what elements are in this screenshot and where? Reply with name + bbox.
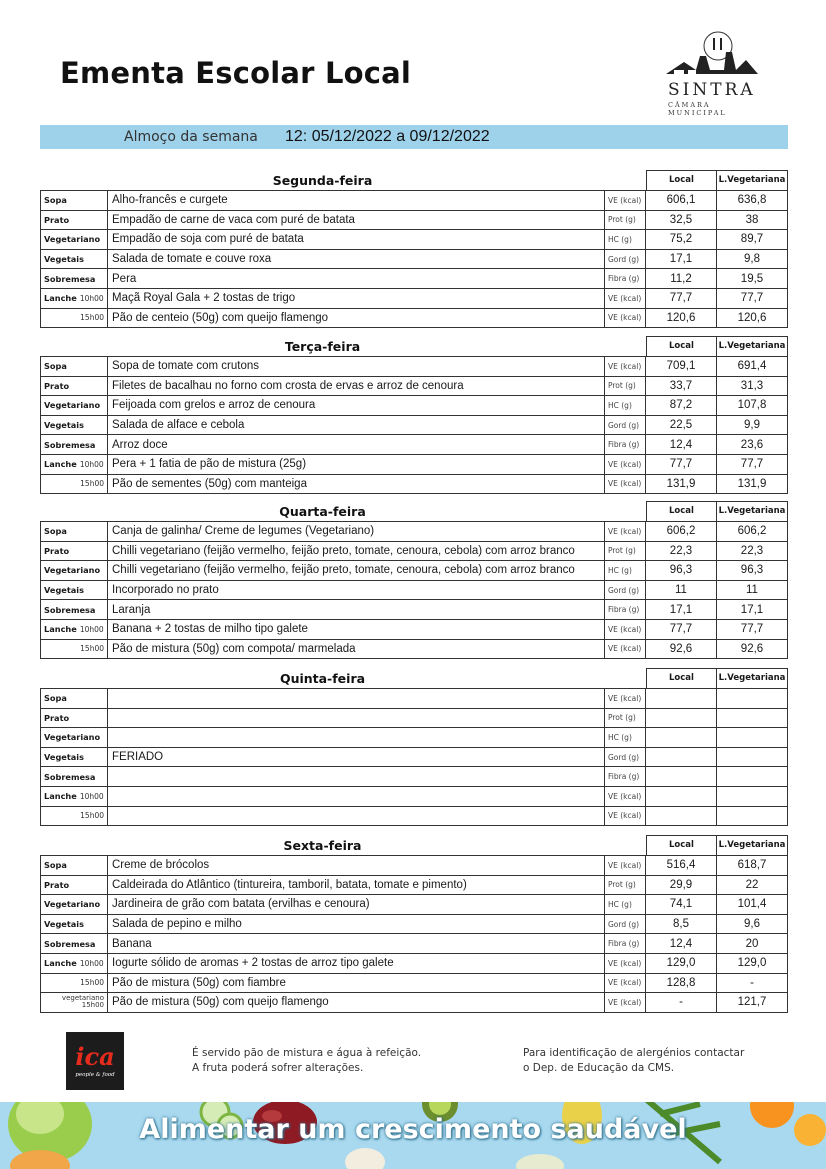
value-local: 75,2 xyxy=(646,230,717,249)
row-qualifier: vegetariano xyxy=(61,994,104,1003)
nutrient-unit: VE (kcal) xyxy=(605,522,646,541)
table-row xyxy=(40,561,788,581)
value-vegetarian xyxy=(717,767,788,786)
row-category xyxy=(40,309,108,328)
value-vegetarian: - xyxy=(717,974,788,993)
row-time: 15h00 xyxy=(80,978,104,988)
row-category xyxy=(40,600,108,619)
menu-table xyxy=(40,521,788,659)
table-row xyxy=(40,211,788,231)
header-local: Local xyxy=(646,668,717,688)
nutrient-unit: VE (kcal) xyxy=(605,807,646,826)
row-category xyxy=(40,934,108,953)
row-category-label: Sobremesa xyxy=(44,938,96,949)
row-category xyxy=(40,211,108,230)
dish-name: Incorporado no prato xyxy=(108,581,605,600)
row-category xyxy=(40,728,108,747)
dish-name: Alho-francês e curgete xyxy=(108,191,605,210)
row-category xyxy=(40,709,108,728)
value-local: 77,7 xyxy=(646,455,717,474)
row-category-label: Sobremesa xyxy=(44,771,96,782)
row-category-label: Vegetariano xyxy=(44,400,101,411)
row-category xyxy=(40,767,108,786)
nutrient-unit: VE (kcal) xyxy=(605,455,646,474)
value-vegetarian xyxy=(717,709,788,728)
table-row xyxy=(40,377,788,397)
nutrient-unit: HC (g) xyxy=(605,895,646,914)
value-local: 12,4 xyxy=(646,435,717,454)
menu-table xyxy=(40,190,788,328)
table-row xyxy=(40,357,788,377)
dish-name: Pão de mistura (50g) com compota/ marmelada xyxy=(108,640,605,659)
value-vegetarian: 22,3 xyxy=(717,542,788,561)
value-local: 77,7 xyxy=(646,620,717,639)
value-local xyxy=(646,787,717,806)
table-row xyxy=(40,455,788,475)
dish-name: Chilli vegetariano (feijão vermelho, feijão preto, tomate, cenoura, cebola) com arroz branco xyxy=(108,542,605,561)
row-category-label: Vegetais xyxy=(44,752,84,763)
value-local: 87,2 xyxy=(646,396,717,415)
nutrient-unit: Gord (g) xyxy=(605,915,646,934)
table-row xyxy=(40,915,788,935)
menu-table xyxy=(40,855,788,1013)
table-row xyxy=(40,767,788,787)
menu-table xyxy=(40,356,788,494)
row-category-label: Sopa xyxy=(44,361,67,372)
header-local: Local xyxy=(646,501,717,521)
dish-name: Pão de mistura (50g) com fiambre xyxy=(108,974,605,993)
value-vegetarian: 691,4 xyxy=(717,357,788,376)
nutrient-unit: VE (kcal) xyxy=(605,640,646,659)
value-vegetarian: 618,7 xyxy=(717,856,788,875)
row-time: 15h00 xyxy=(80,313,104,323)
header-vegetarian: L.Vegetariana xyxy=(717,170,788,190)
page-title: Ementa Escolar Local xyxy=(60,56,412,90)
value-vegetarian: 19,5 xyxy=(717,269,788,288)
nutrient-unit: HC (g) xyxy=(605,561,646,580)
table-row xyxy=(40,728,788,748)
dish-name: Filetes de bacalhau no forno com crosta de ervas e arroz de cenoura xyxy=(108,377,605,396)
value-local xyxy=(646,748,717,767)
row-category-label: Lanche xyxy=(44,958,77,969)
value-local: 131,9 xyxy=(646,475,717,494)
value-local xyxy=(646,728,717,747)
value-local: 22,5 xyxy=(646,416,717,435)
dish-name: Iogurte sólido de aromas + 2 tostas de arroz tipo galete xyxy=(108,954,605,973)
value-vegetarian: 9,9 xyxy=(717,416,788,435)
nutrient-unit: VE (kcal) xyxy=(605,787,646,806)
dish-name: Pão de centeio (50g) com queijo flamengo xyxy=(108,309,605,328)
dish-name: Feijoada com grelos e arroz de cenoura xyxy=(108,396,605,415)
row-category-label: Vegetais xyxy=(44,420,84,431)
value-vegetarian xyxy=(717,728,788,747)
row-category-label: Prato xyxy=(44,879,70,890)
nutrient-unit: VE (kcal) xyxy=(605,954,646,973)
value-local: 516,4 xyxy=(646,856,717,875)
dish-name: Banana + 2 tostas de milho tipo galete xyxy=(108,620,605,639)
dish-name xyxy=(108,767,605,786)
row-category xyxy=(40,954,108,973)
value-vegetarian: 17,1 xyxy=(717,600,788,619)
value-vegetarian: 92,6 xyxy=(717,640,788,659)
row-category xyxy=(40,640,108,659)
day-name: Quinta-feira xyxy=(279,671,366,686)
value-local: 33,7 xyxy=(646,377,717,396)
row-category xyxy=(40,542,108,561)
week-range: 12: 05/12/2022 a 09/12/2022 xyxy=(285,128,490,145)
table-row xyxy=(40,787,788,807)
value-vegetarian: 129,0 xyxy=(717,954,788,973)
dish-name: Empadão de carne de vaca com puré de batata xyxy=(108,211,605,230)
nutrient-unit: VE (kcal) xyxy=(605,993,646,1012)
row-category-label: Lanche xyxy=(44,459,77,470)
table-row xyxy=(40,974,788,994)
row-category-label: Vegetariano xyxy=(44,234,101,245)
table-row xyxy=(40,689,788,709)
table-row xyxy=(40,640,788,660)
table-row xyxy=(40,620,788,640)
table-row xyxy=(40,191,788,211)
row-time: 10h00 xyxy=(79,791,104,801)
row-category xyxy=(40,250,108,269)
row-category-label: Vegetariano xyxy=(44,565,101,576)
table-row xyxy=(40,600,788,620)
dish-name: Jardineira de grão com batata (ervilhas e cenoura) xyxy=(108,895,605,914)
nutrient-unit: Prot (g) xyxy=(605,876,646,895)
dish-name: FERIADO xyxy=(108,748,605,767)
nutrient-unit: HC (g) xyxy=(605,728,646,747)
header-vegetarian: L.Vegetariana xyxy=(717,835,788,855)
value-vegetarian: 9,6 xyxy=(717,915,788,934)
value-local: - xyxy=(646,993,717,1012)
row-time: 10h00 xyxy=(79,958,104,968)
row-category-label: Sopa xyxy=(44,860,67,871)
value-vegetarian: 606,2 xyxy=(717,522,788,541)
row-time: 15h00 xyxy=(80,479,104,489)
value-vegetarian: 120,6 xyxy=(717,309,788,328)
header-local: Local xyxy=(646,835,717,855)
value-vegetarian: 101,4 xyxy=(717,895,788,914)
value-vegetarian: 20 xyxy=(717,934,788,953)
value-vegetarian: 31,3 xyxy=(717,377,788,396)
value-local: 12,4 xyxy=(646,934,717,953)
value-local: 74,1 xyxy=(646,895,717,914)
value-vegetarian: 23,6 xyxy=(717,435,788,454)
table-row xyxy=(40,522,788,542)
dish-name: Arroz doce xyxy=(108,435,605,454)
value-local: 606,2 xyxy=(646,522,717,541)
nutrient-unit: Prot (g) xyxy=(605,377,646,396)
logo-subtitle: CÂMARA MUNICIPAL xyxy=(668,101,727,117)
note-allergens-line: o Dep. de Educação da CMS. xyxy=(523,1062,675,1074)
menu-table xyxy=(40,688,788,826)
nutrient-unit: VE (kcal) xyxy=(605,475,646,494)
value-local: 8,5 xyxy=(646,915,717,934)
value-local xyxy=(646,689,717,708)
row-category-label: Sopa xyxy=(44,195,67,206)
table-row xyxy=(40,876,788,896)
dish-name: Pão de mistura (50g) com queijo flamengo xyxy=(108,993,605,1012)
row-category xyxy=(40,895,108,914)
row-category-label: Vegetais xyxy=(44,919,84,930)
value-local: 32,5 xyxy=(646,211,717,230)
nutrient-unit: Prot (g) xyxy=(605,542,646,561)
row-category-label: Vegetais xyxy=(44,585,84,596)
table-row xyxy=(40,954,788,974)
day-name: Terça-feira xyxy=(284,339,361,354)
note-meal-line: A fruta poderá sofrer alterações. xyxy=(192,1062,364,1074)
row-category-label: Sobremesa xyxy=(44,604,96,615)
table-row xyxy=(40,895,788,915)
dish-name: Pera + 1 fatia de pão de mistura (25g) xyxy=(108,455,605,474)
dish-name xyxy=(108,807,605,826)
table-row xyxy=(40,435,788,455)
nutrient-unit: Gord (g) xyxy=(605,581,646,600)
value-vegetarian: 636,8 xyxy=(717,191,788,210)
nutrient-unit: VE (kcal) xyxy=(605,357,646,376)
dish-name: Pera xyxy=(108,269,605,288)
nutrient-unit: Prot (g) xyxy=(605,709,646,728)
value-vegetarian: 38 xyxy=(717,211,788,230)
dish-name xyxy=(108,787,605,806)
week-bar xyxy=(40,125,788,149)
row-category xyxy=(40,748,108,767)
nutrient-unit: HC (g) xyxy=(605,396,646,415)
row-category-label: Sopa xyxy=(44,526,67,537)
table-row xyxy=(40,289,788,309)
row-category xyxy=(40,357,108,376)
nutrient-unit: VE (kcal) xyxy=(605,856,646,875)
table-row xyxy=(40,709,788,729)
value-local: 17,1 xyxy=(646,600,717,619)
row-time: 15h00 xyxy=(81,1001,104,1010)
row-category-label: Vegetariano xyxy=(44,732,101,743)
row-category-label: Lanche xyxy=(44,791,77,802)
header-vegetarian: L.Vegetariana xyxy=(717,336,788,356)
row-category-label: Sopa xyxy=(44,693,67,704)
row-category xyxy=(40,191,108,210)
dish-name: Caldeirada do Atlântico (tintureira, tamboril, batata, tomate e pimento) xyxy=(108,876,605,895)
value-local: 22,3 xyxy=(646,542,717,561)
sintra-palace-icon xyxy=(666,30,758,80)
nutrient-unit: VE (kcal) xyxy=(605,309,646,328)
value-vegetarian: 77,7 xyxy=(717,289,788,308)
row-category-label: Prato xyxy=(44,545,70,556)
value-local: 606,1 xyxy=(646,191,717,210)
dish-name: Canja de galinha/ Creme de legumes (Vegetariano) xyxy=(108,522,605,541)
week-label: Almoço da semana xyxy=(124,129,258,145)
value-local: 709,1 xyxy=(646,357,717,376)
row-time: 15h00 xyxy=(80,811,104,821)
row-time: 10h00 xyxy=(79,459,104,469)
value-local: 92,6 xyxy=(646,640,717,659)
value-local: 129,0 xyxy=(646,954,717,973)
row-category-label: Vegetais xyxy=(44,254,84,265)
row-category xyxy=(40,787,108,806)
dish-name: Salada de tomate e couve roxa xyxy=(108,250,605,269)
row-category-label: Prato xyxy=(44,712,70,723)
table-row xyxy=(40,934,788,954)
table-row xyxy=(40,748,788,768)
dish-name xyxy=(108,709,605,728)
ica-logo-tagline: people & food xyxy=(75,1072,115,1078)
ica-logo-word: ica xyxy=(75,1042,115,1071)
table-row xyxy=(40,230,788,250)
nutrient-unit: VE (kcal) xyxy=(605,289,646,308)
dish-name: Salada de alface e cebola xyxy=(108,416,605,435)
dish-name xyxy=(108,689,605,708)
day-name: Quarta-feira xyxy=(279,504,366,519)
row-category xyxy=(40,377,108,396)
row-category xyxy=(40,974,108,993)
nutrient-unit: Gord (g) xyxy=(605,250,646,269)
nutrient-unit: HC (g) xyxy=(605,230,646,249)
row-category xyxy=(40,455,108,474)
logo-name: SINTRA xyxy=(668,80,756,100)
nutrient-unit: Fibra (g) xyxy=(605,767,646,786)
value-vegetarian: 9,8 xyxy=(717,250,788,269)
table-row xyxy=(40,416,788,436)
dish-name: Banana xyxy=(108,934,605,953)
value-local: 120,6 xyxy=(646,309,717,328)
row-category-label: Prato xyxy=(44,214,70,225)
table-row xyxy=(40,856,788,876)
table-row xyxy=(40,807,788,827)
dish-name xyxy=(108,728,605,747)
table-row xyxy=(40,581,788,601)
dish-name: Maçã Royal Gala + 2 tostas de trigo xyxy=(108,289,605,308)
row-category xyxy=(40,561,108,580)
note-meal-line: É servido pão de mistura e água à refeição. xyxy=(192,1047,422,1059)
dish-name: Laranja xyxy=(108,600,605,619)
row-category-label: Sobremesa xyxy=(44,273,96,284)
note-allergens xyxy=(523,1046,744,1076)
header-local: Local xyxy=(646,336,717,356)
nutrient-unit: Fibra (g) xyxy=(605,435,646,454)
value-local: 11 xyxy=(646,581,717,600)
value-vegetarian xyxy=(717,689,788,708)
nutrient-unit: Prot (g) xyxy=(605,211,646,230)
table-row xyxy=(40,309,788,329)
row-category-label: Lanche xyxy=(44,293,77,304)
row-category xyxy=(40,993,108,1012)
nutrient-unit: VE (kcal) xyxy=(605,191,646,210)
value-local: 29,9 xyxy=(646,876,717,895)
value-vegetarian xyxy=(717,787,788,806)
table-row xyxy=(40,269,788,289)
row-time: 10h00 xyxy=(79,293,104,303)
row-category xyxy=(40,289,108,308)
row-category xyxy=(40,522,108,541)
row-category-label: Vegetariano xyxy=(44,899,101,910)
nutrient-unit: VE (kcal) xyxy=(605,620,646,639)
row-category xyxy=(40,396,108,415)
value-vegetarian: 77,7 xyxy=(717,620,788,639)
row-category xyxy=(40,475,108,494)
value-vegetarian: 96,3 xyxy=(717,561,788,580)
row-category xyxy=(40,689,108,708)
row-category xyxy=(40,807,108,826)
nutrient-unit: Fibra (g) xyxy=(605,269,646,288)
value-local: 96,3 xyxy=(646,561,717,580)
value-vegetarian xyxy=(717,748,788,767)
row-category xyxy=(40,876,108,895)
row-category xyxy=(40,435,108,454)
value-vegetarian: 121,7 xyxy=(717,993,788,1012)
row-category xyxy=(40,581,108,600)
row-time: 10h00 xyxy=(79,624,104,634)
row-time: 15h00 xyxy=(80,644,104,654)
table-row xyxy=(40,396,788,416)
nutrient-unit: Fibra (g) xyxy=(605,934,646,953)
header-local: Local xyxy=(646,170,717,190)
row-category xyxy=(40,416,108,435)
value-local xyxy=(646,807,717,826)
row-category xyxy=(40,856,108,875)
value-vegetarian: 107,8 xyxy=(717,396,788,415)
value-local xyxy=(646,767,717,786)
value-vegetarian: 89,7 xyxy=(717,230,788,249)
table-row xyxy=(40,542,788,562)
dish-name: Chilli vegetariano (feijão vermelho, feijão preto, tomate, cenoura, cebola) com arroz branco xyxy=(108,561,605,580)
dish-name: Sopa de tomate com crutons xyxy=(108,357,605,376)
nutrient-unit: Gord (g) xyxy=(605,416,646,435)
value-local: 17,1 xyxy=(646,250,717,269)
row-category xyxy=(40,620,108,639)
value-local: 77,7 xyxy=(646,289,717,308)
table-row xyxy=(40,993,788,1013)
nutrient-unit: VE (kcal) xyxy=(605,974,646,993)
header-vegetarian: L.Vegetariana xyxy=(717,668,788,688)
slogan: Alimentar um crescimento saudável xyxy=(139,1114,687,1145)
row-category-label: Lanche xyxy=(44,624,77,635)
row-category xyxy=(40,915,108,934)
row-category xyxy=(40,269,108,288)
table-row xyxy=(40,250,788,270)
dish-name: Empadão de soja com puré de batata xyxy=(108,230,605,249)
header-vegetarian: L.Vegetariana xyxy=(717,501,788,521)
note-allergens-line: Para identificação de alergénios contactar xyxy=(523,1047,745,1059)
dish-name: Pão de sementes (50g) com manteiga xyxy=(108,475,605,494)
ica-logo xyxy=(66,1032,124,1090)
value-vegetarian xyxy=(717,807,788,826)
note-meal xyxy=(192,1046,421,1076)
sintra-logo xyxy=(664,30,764,117)
value-vegetarian: 131,9 xyxy=(717,475,788,494)
value-local: 11,2 xyxy=(646,269,717,288)
row-category-label: Sobremesa xyxy=(44,439,96,450)
dish-name: Salada de pepino e milho xyxy=(108,915,605,934)
value-vegetarian: 11 xyxy=(717,581,788,600)
nutrient-unit: Gord (g) xyxy=(605,748,646,767)
footer-banner xyxy=(0,1102,826,1169)
nutrient-unit: VE (kcal) xyxy=(605,689,646,708)
day-name: Sexta-feira xyxy=(283,838,362,853)
row-category xyxy=(40,230,108,249)
value-local xyxy=(646,709,717,728)
table-row xyxy=(40,475,788,495)
row-category-label: Prato xyxy=(44,380,70,391)
value-vegetarian: 77,7 xyxy=(717,455,788,474)
nutrient-unit: Fibra (g) xyxy=(605,600,646,619)
value-vegetarian: 22 xyxy=(717,876,788,895)
dish-name: Creme de brócolos xyxy=(108,856,605,875)
day-name: Segunda-feira xyxy=(272,173,373,188)
value-local: 128,8 xyxy=(646,974,717,993)
